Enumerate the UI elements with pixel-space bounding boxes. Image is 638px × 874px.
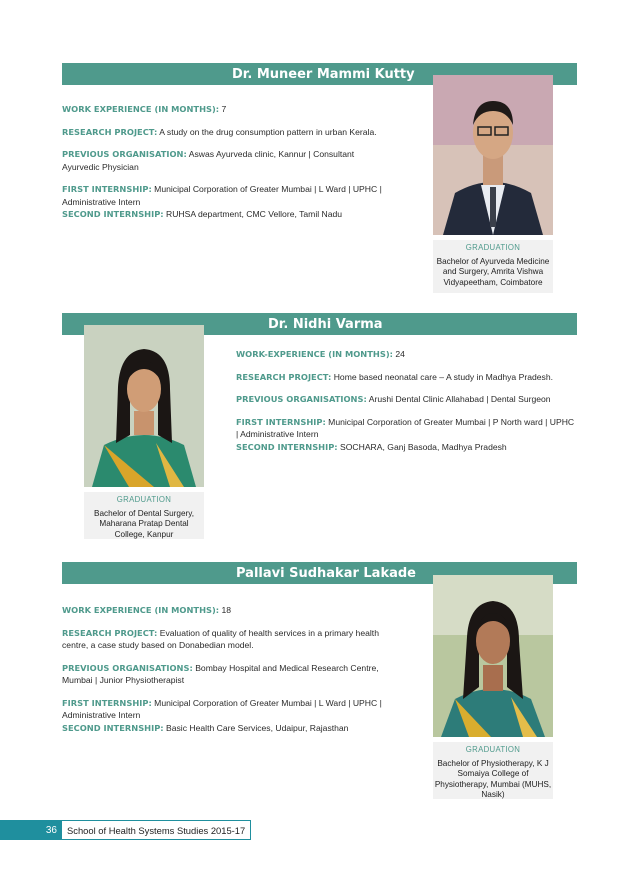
portrait-woman-image (433, 575, 553, 737)
profile-photo (433, 575, 553, 737)
detail-second-internship: SECOND INTERNSHIP: Basic Health Care Services, Udaipur, Rajasthan (62, 722, 349, 733)
profile-details (62, 103, 387, 231)
profile-details (236, 348, 576, 463)
profile-name: Dr. Muneer Mammi Kutty (232, 66, 415, 82)
caption-text: Bachelor of Ayurveda Medicine and Surgery, Amrita Vishwa Vidyapeetham, Coimbatore (436, 256, 550, 287)
caption-text: Bachelor of Physiotherapy, K J Somaiya College of Physiotherapy, Mumbai (MUHS, Nasik) (434, 758, 552, 799)
caption-title: GRADUATION (116, 495, 172, 504)
portrait-woman-image (84, 325, 204, 487)
page-number: 36 (0, 820, 61, 840)
footer-title: School of Health Systems Studies 2015-17 (61, 820, 251, 840)
profile-details (62, 604, 397, 744)
caption-title: GRADUATION (465, 243, 521, 252)
detail-second-internship: SECOND INTERNSHIP: RUHSA department, CMC Vellore, Tamil Nadu (62, 209, 343, 219)
detail-previous-organisations: PREVIOUS ORGANISATIONS: Bombay Hospital and Medical Research Centre, Mumbai | Junior Physiotherapist (62, 662, 379, 685)
caption-text: Bachelor of Dental Surgery, Maharana Pratap Dental College, Kanpur (94, 508, 194, 539)
graduation-caption (433, 240, 553, 293)
detail-second-internship: SECOND INTERNSHIP: SOCHARA, Ganj Basoda, Madhya Pradesh (236, 441, 507, 452)
graduation-caption (84, 492, 204, 539)
detail-first-internship: FIRST INTERNSHIP: Municipal Corporation of Greater Mumbai | L Ward | UPHC | Administrative Intern (62, 697, 382, 720)
detail-previous-organisation: PREVIOUS ORGANISATION: Aswas Ayurveda clinic, Kannur | Consultant Ayurvedic Physician (62, 149, 355, 172)
detail-first-internship: FIRST INTERNSHIP: Municipal Corporation of Greater Mumbai | L Ward | UPHC | Administrative Intern (62, 184, 382, 207)
detail-first-internship: FIRST INTERNSHIP: Municipal Corporation of Greater Mumbai | P North ward | UPHC | Administrative Intern (236, 416, 575, 439)
profile-photo (433, 75, 553, 235)
detail-research-project: RESEARCH PROJECT: Home based neonatal care – A study in Madhya Pradesh. (236, 371, 553, 382)
detail-research-project: RESEARCH PROJECT: Evaluation of quality of health services in a primary health centre, a case study based on Donabedian model. (62, 627, 379, 650)
detail-work-experience: WORK EXPERIENCE (IN MONTHS): 18 (62, 605, 232, 615)
detail-research-project: RESEARCH PROJECT: A study on the drug consumption pattern in urban Kerala. (62, 126, 377, 137)
profile-photo (84, 325, 204, 487)
profile-name: Pallavi Sudhakar Lakade (236, 565, 416, 581)
graduation-caption (433, 742, 553, 799)
portrait-man-image (433, 75, 553, 235)
detail-previous-organisations: PREVIOUS ORGANISATIONS: Arushi Dental Clinic Allahabad | Dental Surgeon (236, 394, 551, 404)
detail-work-experience: WORK EXPERIENCE (IN MONTHS): 7 (62, 104, 227, 114)
detail-work-experience: WORK-EXPERIENCE (IN MONTHS): 24 (236, 349, 405, 359)
caption-title: GRADUATION (465, 745, 521, 754)
profile-name: Dr. Nidhi Varma (268, 316, 383, 332)
